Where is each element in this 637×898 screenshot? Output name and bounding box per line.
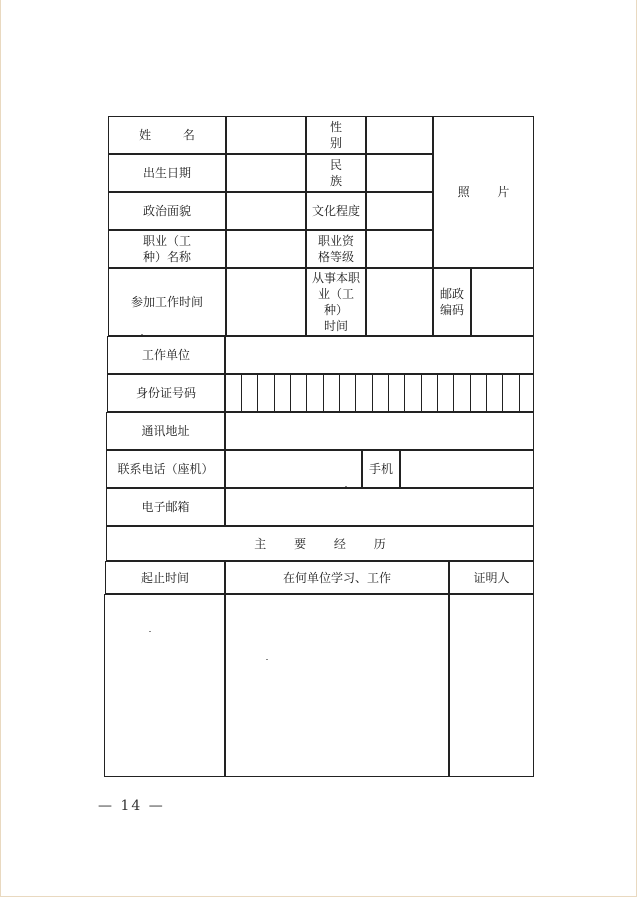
id-digit-box[interactable] (470, 375, 486, 411)
scan-speck (266, 659, 268, 660)
id-digit-box[interactable] (437, 375, 453, 411)
id-digit-box[interactable] (372, 375, 388, 411)
id-digit-box[interactable] (306, 375, 322, 411)
email-field[interactable] (225, 488, 534, 526)
id-digit-box[interactable] (274, 375, 290, 411)
id-digit-box[interactable] (453, 375, 469, 411)
photo-box[interactable]: 照 片 (433, 116, 534, 268)
qualification-field[interactable] (366, 230, 433, 268)
education-field[interactable] (366, 192, 433, 230)
gender-label: 性 别 (306, 116, 366, 154)
id-digit-box[interactable] (486, 375, 502, 411)
name-label: 姓 名 (108, 116, 226, 154)
id-digit-box[interactable] (421, 375, 437, 411)
name-field[interactable] (226, 116, 306, 154)
id-digit-box[interactable] (404, 375, 420, 411)
id-digit-box[interactable] (519, 375, 535, 411)
page-number: — 14 — (98, 798, 165, 814)
political-status-field[interactable] (226, 192, 306, 230)
id-digit-box[interactable] (241, 375, 257, 411)
experience-col-period: 起止时间 (105, 561, 225, 594)
experience-col-witness: 证明人 (449, 561, 534, 594)
qualification-label: 职业资 格等级 (306, 230, 366, 268)
birth-date-label: 出生日期 (108, 154, 226, 192)
mobile-label: 手机 (362, 450, 400, 488)
id-digit-grid (241, 375, 535, 411)
birth-date-field[interactable] (226, 154, 306, 192)
id-digit-box[interactable] (323, 375, 339, 411)
postcode-label: 邮政 编码 (433, 268, 471, 336)
experience-col-where: 在何单位学习、工作 (225, 561, 449, 594)
experience-period-area[interactable] (104, 594, 225, 777)
id-digit-box[interactable] (355, 375, 371, 411)
ethnicity-field[interactable] (366, 154, 433, 192)
occupation-label: 职业（工 种）名称 (108, 230, 226, 268)
experience-witness-area[interactable] (449, 594, 534, 777)
landline-label: 联系电话（座机） (106, 450, 225, 488)
email-label: 电子邮箱 (106, 488, 225, 526)
scan-speck (345, 486, 347, 487)
scan-speck (141, 334, 143, 335)
id-number-label: 身份证号码 (107, 374, 225, 412)
work-start-field[interactable] (226, 268, 306, 336)
work-start-label: 参加工作时间 (108, 268, 226, 336)
id-digit-box[interactable] (257, 375, 273, 411)
postcode-field[interactable] (471, 268, 534, 336)
experience-where-area[interactable] (225, 594, 449, 777)
occupation-field[interactable] (226, 230, 306, 268)
address-label: 通讯地址 (106, 412, 225, 450)
ethnicity-label: 民 族 (306, 154, 366, 192)
political-status-label: 政治面貌 (108, 192, 226, 230)
occupation-years-field[interactable] (366, 268, 433, 336)
occupation-years-label: 从事本职 业（工种） 时间 (306, 268, 366, 336)
id-number-field[interactable] (225, 374, 534, 412)
education-label: 文化程度 (306, 192, 366, 230)
employer-field[interactable] (225, 336, 534, 374)
landline-field[interactable] (225, 450, 362, 488)
mobile-field[interactable] (400, 450, 534, 488)
id-digit-box[interactable] (290, 375, 306, 411)
employer-label: 工作单位 (107, 336, 225, 374)
id-digit-box[interactable] (502, 375, 518, 411)
gender-field[interactable] (366, 116, 433, 154)
address-field[interactable] (225, 412, 534, 450)
id-digit-box[interactable] (339, 375, 355, 411)
experience-section-title: 主 要 经 历 (106, 526, 534, 561)
scan-speck (149, 631, 151, 632)
id-digit-box[interactable] (388, 375, 404, 411)
